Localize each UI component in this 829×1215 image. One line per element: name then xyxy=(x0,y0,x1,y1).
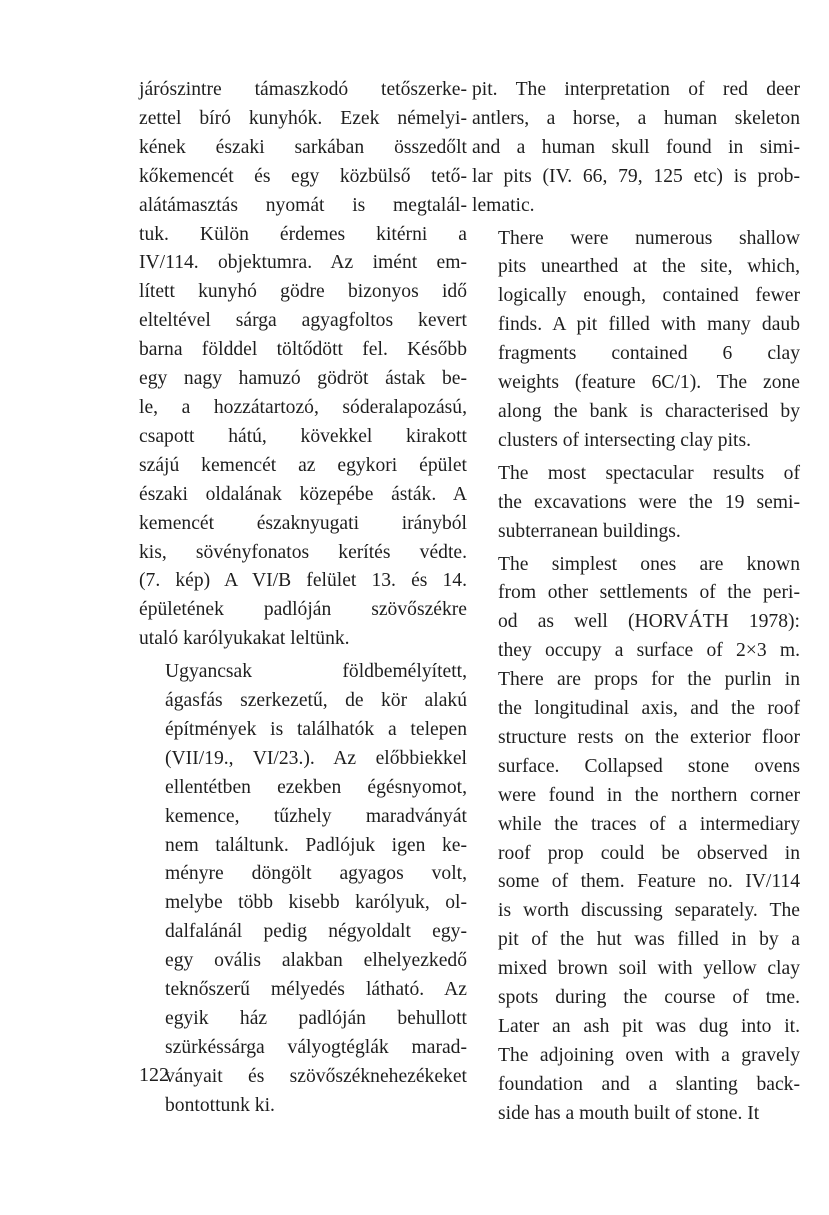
page-number: 122 xyxy=(139,1064,169,1086)
text-line: építmények is találhatók a telepen xyxy=(165,718,467,740)
text-line: le, a hozzátartozó, sóderalapozású, xyxy=(139,396,467,418)
text-line: kőkemencét és egy közbülső tető- xyxy=(139,165,467,187)
text-line: finds. A pit filled with many daub xyxy=(498,314,800,336)
paragraph xyxy=(472,225,800,456)
text-line: weights (feature 6C/1). The zone xyxy=(498,372,800,394)
text-line: teknőszerű mélyedés látható. Az xyxy=(165,979,467,1001)
text-line: utaló karólyukakat leltünk. xyxy=(139,628,350,650)
text-line: the excavations were the 19 semi- xyxy=(498,491,800,513)
text-line: fragments contained 6 clay xyxy=(498,343,800,365)
paragraph xyxy=(472,460,800,547)
text-line: szájú kemencét az egykori épület xyxy=(139,454,467,476)
text-line: The most spectacular results of xyxy=(498,462,800,484)
text-line: ellentétben ezekben égésnyomot, xyxy=(165,776,467,798)
text-line: some of them. Feature no. IV/114 xyxy=(498,871,800,893)
text-line: egy nagy hamuzó gödröt ástak be- xyxy=(139,368,467,390)
text-line: bontottunk ki. xyxy=(165,1094,275,1116)
text-line: they occupy a surface of 2×3 m. xyxy=(498,640,800,662)
text-line: Later an ash pit was dug into it. xyxy=(498,1016,800,1037)
text-line: pit. The interpretation of red deer xyxy=(472,79,800,100)
paragraph xyxy=(139,658,467,1121)
text-line: járószintre támaszkodó tetőszerke- xyxy=(139,79,467,100)
text-line: lar pits (IV. 66, 79, 125 etc) is prob- xyxy=(472,165,800,187)
text-line: lematic. xyxy=(472,194,535,216)
paragraph xyxy=(472,551,800,1129)
text-line: ványait és szövőszéknehezékeket xyxy=(165,1065,467,1087)
text-line: IV/114. objektumra. Az imént em- xyxy=(139,252,467,274)
text-line: pit of the hut was filled in by a xyxy=(498,929,800,951)
text-line: from other settlements of the peri- xyxy=(498,582,800,604)
text-line: the longitudinal axis, and the roof xyxy=(498,698,800,720)
text-line: foundation and a slanting back- xyxy=(498,1073,800,1095)
text-line: egyik ház padlóján behullott xyxy=(165,1008,467,1029)
text-line: dalfalánál pedig négyoldalt egy- xyxy=(165,921,467,943)
text-line: od as well (HORVÁTH 1978): xyxy=(498,611,800,633)
text-line: (7. kép) A VI/B felület 13. és 14. xyxy=(139,570,467,592)
text-line: ményre döngölt agyagos volt, xyxy=(165,863,467,885)
text-line: structure rests on the exterior floor xyxy=(498,726,800,748)
text-line: csapott hátú, kövekkel kirakott xyxy=(139,425,467,447)
text-line: melybe több kisebb karólyuk, ol- xyxy=(165,892,467,914)
text-line: The adjoining oven with a gravely xyxy=(498,1044,800,1066)
text-line: kemence, tűzhely maradványát xyxy=(165,805,467,827)
text-line: lített kunyhó gödre bizonyos idő xyxy=(139,281,467,303)
text-line: elteltével sárga agyagfoltos kevert xyxy=(139,310,467,332)
text-line: roof prop could be observed in xyxy=(498,842,800,864)
text-line: is worth discussing separately. The xyxy=(498,900,800,922)
text-line: There were numerous shallow xyxy=(498,227,800,249)
text-line: ágasfás szerkezetű, de kör alakú xyxy=(165,690,467,712)
text-line: surface. Collapsed stone ovens xyxy=(498,755,800,777)
text-line: logically enough, contained fewer xyxy=(498,285,800,307)
text-line: pits unearthed at the site, which, xyxy=(498,256,800,278)
text-line: nem találtunk. Padlójuk igen ke- xyxy=(165,834,467,856)
text-line: (VII/19., VI/23.). Az előbbiekkel xyxy=(165,747,467,769)
text-line: északi oldalának közepébe ásták. A xyxy=(139,483,467,505)
text-line: zettel bíró kunyhók. Ezek némelyi- xyxy=(139,107,467,129)
text-line: along the bank is characterised by xyxy=(498,400,800,422)
text-line: tuk. Külön érdemes kitérni a xyxy=(139,223,467,245)
text-line: kis, sövényfonatos kerítés védte. xyxy=(139,541,467,563)
text-line: barna földdel töltődött fel. Később xyxy=(139,339,467,361)
text-line: The simplest ones are known xyxy=(498,553,800,575)
english-text-column xyxy=(472,76,800,1129)
text-line: antlers, a horse, a human skeleton xyxy=(472,107,800,129)
text-line: mixed brown soil with yellow clay xyxy=(498,958,800,980)
text-line: clusters of intersecting clay pits. xyxy=(498,429,752,451)
text-line: szürkéssárga vályogtéglák marad- xyxy=(165,1036,467,1058)
text-line: while the traces of a intermediary xyxy=(498,813,800,835)
text-line: subterranean buildings. xyxy=(498,520,681,542)
paragraph xyxy=(139,76,467,654)
text-line: kemencét északnyugati irányból xyxy=(139,512,467,534)
text-line: were found in the northern corner xyxy=(498,784,800,806)
paragraph xyxy=(472,76,800,221)
text-line: and a human skull found in simi- xyxy=(472,136,800,158)
text-line: egy ovális alakban elhelyezkedő xyxy=(165,950,467,972)
text-line: alátámasztás nyomát is megtalál- xyxy=(139,194,467,216)
text-line: spots during the course of tme. xyxy=(498,987,800,1009)
text-line: épületének padlóján szövőszékre xyxy=(139,599,467,621)
text-line: Ugyancsak földbemélyített, xyxy=(165,661,467,683)
text-line: kének északi sarkában összedőlt xyxy=(139,136,467,158)
hungarian-text-column xyxy=(139,76,467,1121)
text-line: side has a mouth built of stone. It xyxy=(498,1102,760,1124)
text-line: There are props for the purlin in xyxy=(498,669,800,691)
